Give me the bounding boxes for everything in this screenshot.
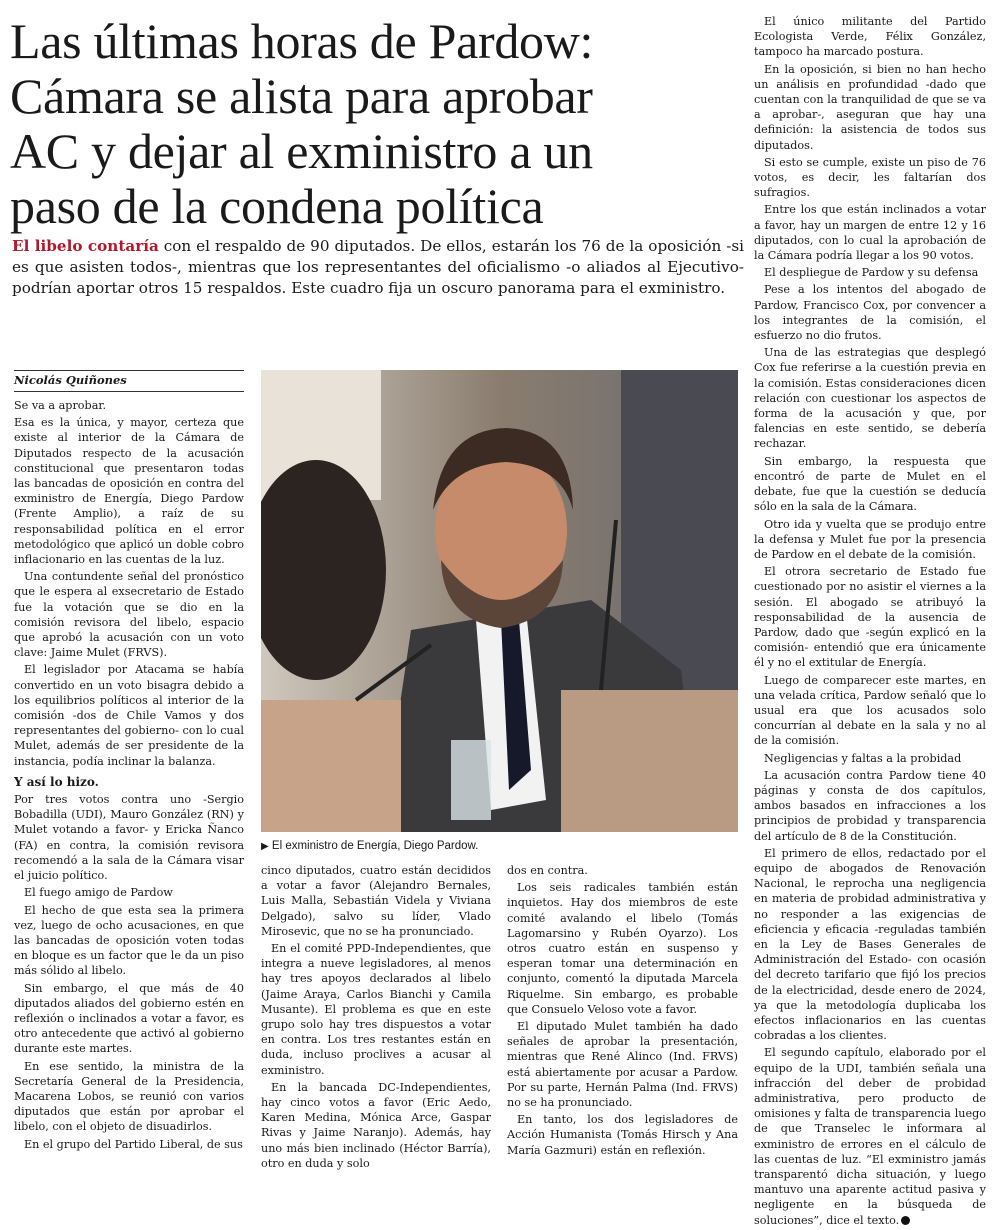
lead-highlight: El libelo contaría (12, 237, 159, 255)
paragraph: Se va a aprobar. (14, 399, 107, 412)
photo-illustration (261, 370, 738, 832)
column-4 (754, 14, 986, 1230)
paragraph: Pese a los intentos del abogado de Pardow, Francisco Cox, por convencer a los integrantes de la comisión, el esfuerzo no dio frutos. (754, 283, 986, 343)
paragraph: El primero de ellos, redactado por el equipo de abogados de Renovación Nacional, le reprocha una negligencia en materia de probidad administrativa y no responder a las exigencias de eficiencia y eficacia -reguladas también en la Ley de Bases Generales de Administración del Estado- con ocasión del decreto tarifario que fijó los precios de la electricidad, desde enero de 2024, ya que la metodología duplicaba los efectos inflacionarios en las cuentas cobradas a los clientes. (754, 846, 986, 1043)
headline-line-4: paso de la condena política (10, 178, 544, 234)
paragraph: El único militante del Partido Ecologista Verde, Félix González, tampoco ha marcado postura. (754, 15, 986, 59)
paragraph: Luego de comparecer este martes, en una velada crítica, Pardow señaló que lo usual era que los acusados solo concurrían al debate en la sala y no al de la comisión. (754, 673, 986, 748)
caption-text: El exministro de Energía, Diego Pardow. (271, 840, 479, 852)
paragraph: En la bancada DC-Independientes, hay cinco votos a favor (Eric Aedo, Karen Medina, Mónica Arce, Gaspar Rivas y Jaime Naranjo). Además, hay uno más bien inclinado (Héctor Barría), otro en duda y solo (261, 1080, 491, 1170)
section-heading: Y así lo hizo. (14, 774, 99, 789)
paragraph: En la oposición, si bien no han hecho un análisis en profundidad -dado que cuentan con la tranquilidad de que se va a aprobar-, aseguran que hay una definición: la asistencia de todos sus diputados. (754, 62, 986, 152)
paragraph: En ese sentido, la ministra de la Secretaría General de la Presidencia, Macarena Lobos, se reunió con varios diputados que están por aprobar el libelo, con el objeto de disuadirlos. (14, 1059, 244, 1134)
paragraph: Esa es la única, y mayor, certeza que existe al interior de la Cámara de Diputados respecto de la acusación constitucional que presentaron todas las bancadas de oposición en contra del exministro de Energía, Diego Pardow (Frente Amplio), a raíz de su responsabilidad política en el error metodológico que aplicó un doble cobro inflacionario en las cuentas de la luz. (14, 416, 244, 567)
photo-caption (261, 838, 738, 855)
paragraph: Otro ida y vuelta que se produjo entre la defensa y Mulet fue por la presencia de Pardow en el debate de la comisión. (754, 517, 986, 561)
paragraph: El diputado Mulet también ha dado señales de aprobar la presentación, mientras que René Alinco (Ind. FRVS) está abiertamente por acusar a Pardow. Por su parte, Hernán Palma (Ind. FRVS) no se ha pronunciado. (507, 1020, 738, 1110)
subheading: El despliegue de Pardow y su defensa (764, 266, 979, 280)
lead-paragraph (12, 236, 744, 299)
paragraph: El hecho de que esta sea la primera vez, luego de ocho acusaciones, en que las bancadas de oposición voten todas en bloque es un factor que le da un piso más sólido al libelo. (14, 903, 244, 978)
paragraph: La acusación contra Pardow tiene 40 páginas y consta de dos capítulos, ambos basados en infracciones a los principios de probidad y transparencia del artículo de 8 de la Constitución. (754, 768, 986, 843)
paragraph: dos en contra. (507, 864, 588, 877)
paragraph: Sin embargo, el que más de 40 diputados aliados del gobierno estén en reflexión o inclinados a votar a favor, es otro antecedente que activó al gobierno durante este martes. (14, 981, 244, 1056)
subheading: Negligencias y faltas a la probidad (764, 751, 962, 765)
headline-line-2: Cámara se alista para aprobar (10, 68, 593, 124)
paragraph-last-text: El segundo capítulo, elaborado por el equipo de la UDI, también señala una infracción del deber de probidad administrativa, pero producto de omisiones y falta de transparencia luego de que Transelec le informara al exministro de errores en el cálculo de las cuentas de luz. “El exministro jamás transparentó dicha situación, y luego mantuvo una aparente actitud pasiva y negligente en la búsqueda de soluciones”, dice el texto. (754, 1046, 986, 1227)
headline-line-1: Las últimas horas de Pardow: (10, 13, 594, 69)
headline (10, 14, 745, 234)
paragraph: Por tres votos contra uno -Sergio Bobadilla (UDI), Mauro González (RN) y Mulet votando a favor- y Ericka Ñanco (FA) en contra, la comisión revisora recomendó a la sala de la Cámara visar el juicio político. (14, 793, 244, 883)
paragraph: En el grupo del Partido Liberal, de sus (24, 1137, 243, 1151)
paragraph: Los seis radicales también están inquietos. Hay dos miembros de este comité avalando el libelo (Tomás Lagomarsino y Rubén Oyarzo). Los otros cuatro están en suspenso y esperan tomar una determinación en conjunto, comentó la diputada Marcela Riquelme. Sin embargo, es probable que Consuelo Veloso vote a favor. (507, 881, 738, 1016)
paragraph: En el comité PPD-Independientes, que integra a nueve legisladores, al menos hay tres apoyos declarados al libelo (Jaime Araya, Carlos Bianchi y Camila Musante). El problema es que en este grupo solo hay tres dispuestos a votar en contra. Los tres restantes están en duda, incluso proclives a acusar al exministro. (261, 942, 491, 1077)
paragraph: Una de las estrategias que desplegó Cox fue referirse a la cuestión previa en la comisión. Estas consideraciones dicen relación con cuestionar los aspectos de forma de la acusación y que, por falencias en este sentido, se debería rechazar. (754, 346, 986, 451)
paragraph: El otrora secretario de Estado fue cuestionado por no asistir el viernes a la sesión. El abogado se atribuyó la responsabilidad de la ausencia de Pardow, dado que -según explicó en la comisión- entendió que era únicamente él y no el extitular de Energía. (754, 565, 986, 670)
paragraph: Si esto se cumple, existe un piso de 76 votos, es decir, les faltarían dos sufragios. (754, 155, 986, 200)
paragraph: El legislador por Atacama se había convertido en un voto bisagra debido a los equilibrios políticos al interior de la comisión -dos de Chile Vamos y dos representantes del gobierno- con lo cual Mulet, además de ser presidente de la instancia, podía inclinar la balanza. (14, 663, 244, 768)
headline-line-3: AC y dejar al exministro a un (10, 123, 593, 179)
column-3 (507, 863, 738, 1160)
byline-rule (14, 370, 244, 371)
subheading: El fuego amigo de Pardow (24, 886, 173, 900)
byline: Nicolás Quiñones (14, 372, 244, 392)
paragraph: Entre los que están inclinados a votar a favor, hay un margen de entre 12 y 16 diputados, con lo cual la aprobación de la Cámara podría llegar a los 90 votos. (754, 203, 986, 263)
paragraph-last (754, 1045, 986, 1227)
end-dot-icon (901, 1216, 910, 1225)
triangle-right-icon: ▶ (261, 841, 269, 852)
column-2 (261, 863, 491, 1173)
column-1 (14, 398, 244, 1154)
lead-text: con el respaldo de 90 diputados. De ellos, estarán los 76 de la oposición -si es que asisten todos-, mientras que los representantes del oficialismo -o aliados al Ejecutivo- podrían aportar otros 15 respaldos. Este cuadro fija un oscuro panorama para el exministro. (12, 237, 745, 297)
photo-diego-pardow (261, 370, 738, 832)
paragraph: En tanto, los dos legisladores de Acción Humanista (Tomás Hirsch y Ana María Gazmuri) están en reflexión. (507, 1113, 738, 1157)
paragraph: Sin embargo, la respuesta que encontró de parte de Mulet en el debate, fue que la cuestión se deducía sólo en la sala de la Cámara. (754, 454, 986, 514)
paragraph: cinco diputados, cuatro están decididos a votar a favor (Alejandro Bernales, Luis Malla, Sebastián Videla y Viviana Delgado), salvo su líder, Vlado Mirosevic, que no se ha pronunciado. (261, 864, 491, 938)
paragraph: Una contundente señal del pronóstico que le espera al exsecretario de Estado fue la votación que se dio en la comisión revisora del libelo, espacio que aprobó la acusación con un voto clave: Jaime Mulet (FRVS). (14, 570, 244, 660)
